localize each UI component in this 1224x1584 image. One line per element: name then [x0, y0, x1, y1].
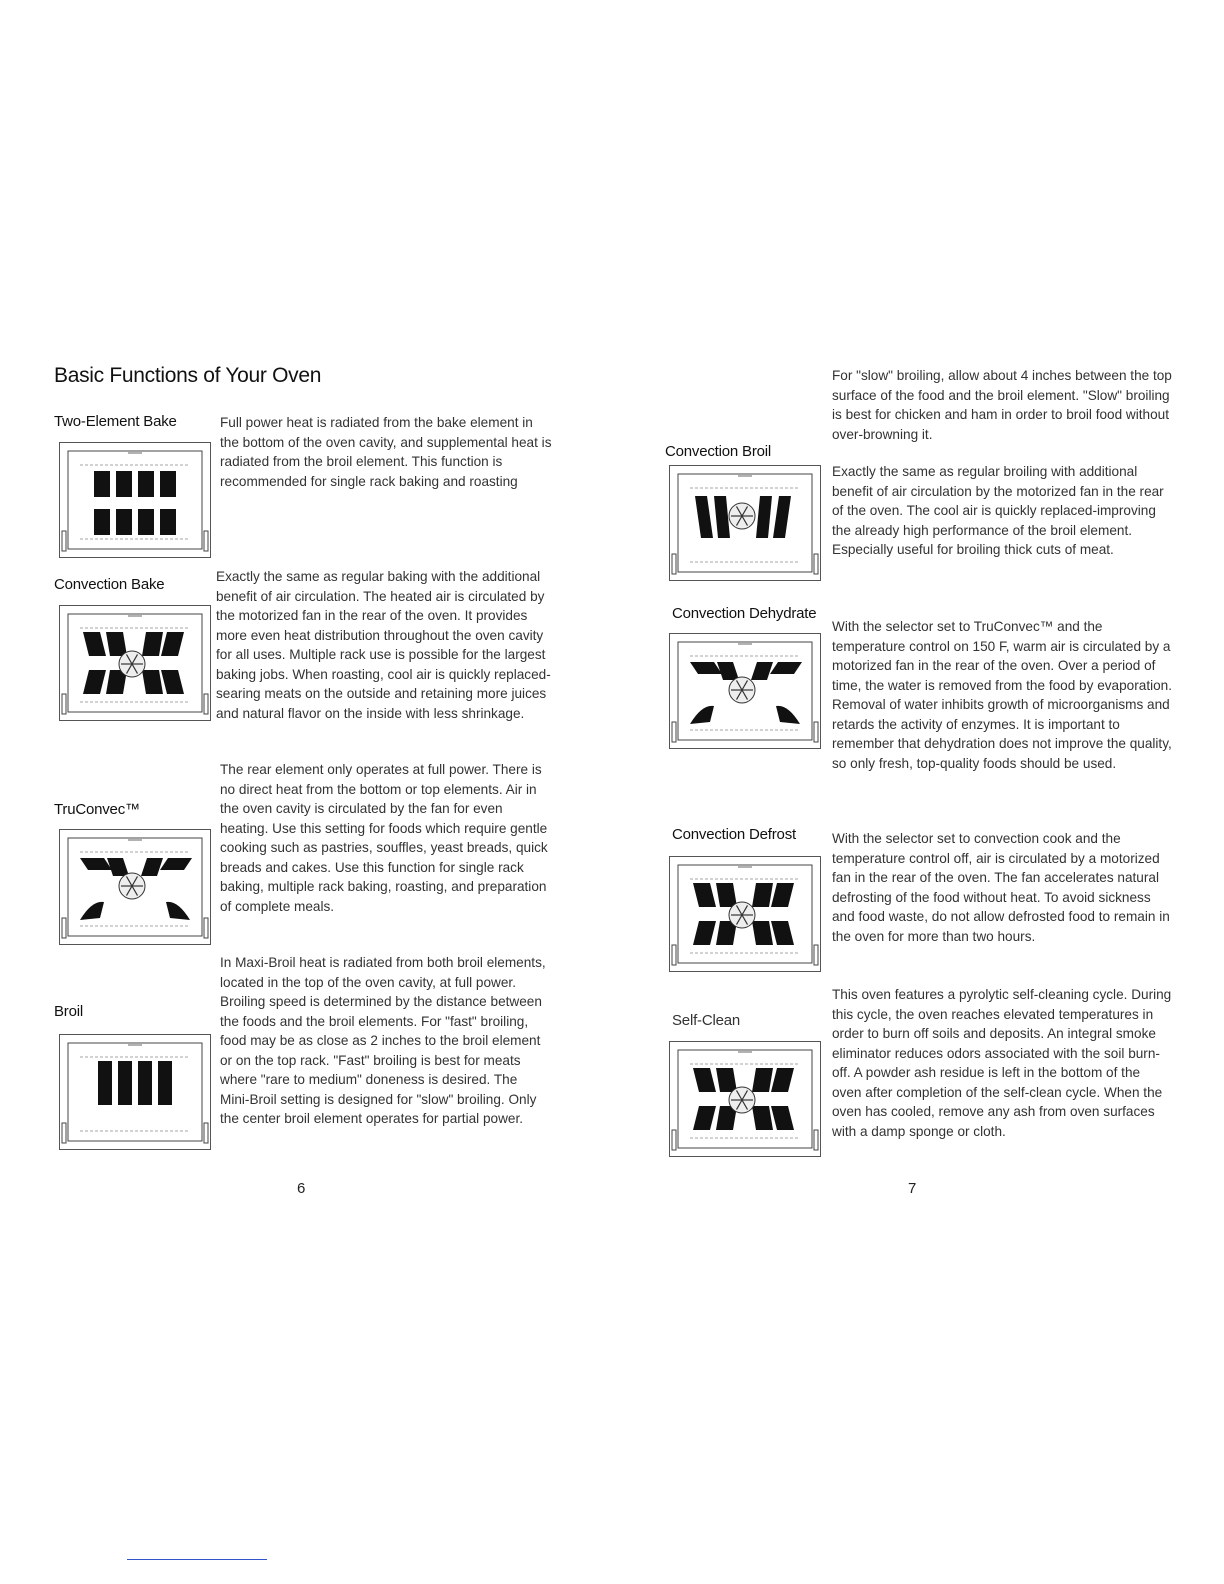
lower-heat-wave: [94, 509, 110, 535]
lower-left-air-flow: [80, 902, 104, 920]
footer-link-underline: [127, 1559, 267, 1560]
upper-heat-wave: [116, 471, 132, 497]
broil-heat-wave: [138, 1061, 152, 1105]
function-label-self-clean: Self-Clean: [672, 1012, 741, 1029]
upper-heat-wave: [160, 471, 176, 497]
lower-air-flow: [771, 1106, 794, 1130]
left-hinge: [672, 945, 676, 965]
upper-heat-wave: [138, 471, 154, 497]
upper-air-flow: [106, 632, 127, 656]
upper-air-flow: [716, 1068, 737, 1092]
convection-broil-intro-text: For "slow" broiling, allow about 4 inches between the top surface of the food and the broil element. "Slow" broiling is best for chicken and ham in order to broil food without over-browning it.: [832, 368, 1172, 442]
oven-cavity: [68, 1043, 202, 1141]
oven-diagram-svg: [670, 634, 820, 748]
lower-right-air-flow: [166, 902, 190, 920]
lower-air-flow: [752, 921, 773, 945]
left-hinge: [62, 531, 66, 551]
broil-heat-wave: [118, 1061, 132, 1105]
lower-air-flow: [752, 1106, 773, 1130]
page-number-left: 6: [297, 1180, 306, 1197]
diagram-convection-defrost: [669, 856, 821, 972]
oven-diagram-svg: [670, 857, 820, 971]
upper-air-flow: [83, 632, 106, 656]
oven-diagram-svg: [670, 1042, 820, 1156]
upper-air-flow: [752, 1068, 773, 1092]
left-hinge: [62, 694, 66, 714]
function-description-convection-dehydrate: With the selector set to TruConvec™ and the temperature control on 150 F, warm air is circulated by a motorized fan in the rear of the oven. Over a period of time, the water is removed from the food by evaporation. Removal of water inhibits growth of microorganisms and retards the activity of enzymes. It is important to remember that dehydration does not improve the quality, so only fresh, top-quality foods should be used.: [832, 619, 1173, 771]
upper-air-flow: [751, 662, 773, 680]
broil-heat-wave: [158, 1061, 172, 1105]
upper-air-flow: [161, 632, 184, 656]
upper-left-air-flow: [80, 858, 112, 870]
upper-air-flow: [693, 1068, 716, 1092]
lower-heat-wave: [116, 509, 132, 535]
lower-air-flow: [142, 670, 163, 694]
function-description-two-element-bake: Full power heat is radiated from the bake element in the bottom of the oven cavity, and supplemental heat is radiated from the broil element. This function is recommended for single rack baking and roasting: [220, 415, 552, 489]
upper-air-flow: [771, 883, 794, 907]
right-hinge: [204, 918, 208, 938]
oven-diagram-svg: [60, 443, 210, 557]
function-description-convection-broil: Exactly the same as regular broiling with additional benefit of air circulation by the motorized fan in the rear of the oven. The cool air is quickly replaced-improving the already high performance of the broil element. Especially useful for broiling thick cuts of meat.: [832, 464, 1164, 557]
upper-heat-wave: [94, 471, 110, 497]
right-hinge: [814, 554, 818, 574]
left-hinge: [62, 918, 66, 938]
broil-air-flow: [773, 496, 791, 538]
function-label-truconvec: TruConvec™: [54, 801, 140, 818]
page-title: Basic Functions of Your Oven: [54, 364, 322, 387]
function-description-broil: In Maxi-Broil heat is radiated from both broil elements, located in the top of the oven cavity, at full power. Broiling speed is determined by the distance between the foods and the broil elements. For "fast" broiling, food may be as close as 2 inches to the broil element or on the top rack. "Fast" broiling is best for meats where "rare to medium" doneness is desired. The Mini-Broil setting is designed for "slow" broiling. Only the center broil element operates for partial power.: [220, 955, 546, 1126]
upper-air-flow: [142, 632, 163, 656]
oven-diagram-svg: [60, 1035, 210, 1149]
diagram-self-clean: [669, 1041, 821, 1157]
diagram-broil: [59, 1034, 211, 1150]
oven-diagram-svg: [670, 466, 820, 580]
diagram-convection-bake: [59, 605, 211, 721]
page-number-right: 7: [908, 1180, 917, 1197]
function-label-two-element-bake: Two-Element Bake: [54, 413, 177, 430]
diagram-convection-dehydrate: [669, 633, 821, 749]
lower-air-flow: [161, 670, 184, 694]
upper-air-flow: [716, 883, 737, 907]
lower-air-flow: [83, 670, 106, 694]
lower-air-flow: [771, 921, 794, 945]
function-description-self-clean: This oven features a pyrolytic self-cleaning cycle. During this cycle, the oven reaches elevated temperatures in order to burn off soils and deposits. An integral smoke eliminator reduces odors associated with the soil burn-off. A powder ash residue is left in the bottom of the oven after completion of the self-clean cycle. When the oven has cooled, remove any ash from oven surfaces with a damp sponge or cloth.: [832, 987, 1172, 1139]
broil-air-flow: [714, 496, 730, 538]
left-hinge: [672, 1130, 676, 1150]
upper-right-air-flow: [770, 662, 802, 674]
function-label-convection-dehydrate: Convection Dehydrate: [672, 605, 817, 622]
upper-left-air-flow: [690, 662, 722, 674]
lower-air-flow: [693, 1106, 716, 1130]
upper-air-flow: [771, 1068, 794, 1092]
right-hinge: [814, 722, 818, 742]
right-hinge: [814, 1130, 818, 1150]
lower-right-air-flow: [776, 706, 800, 724]
function-label-convection-broil: Convection Broil: [665, 443, 772, 460]
right-hinge: [204, 531, 208, 551]
function-label-convection-defrost: Convection Defrost: [672, 826, 796, 843]
oven-cavity: [68, 451, 202, 549]
function-label-broil: Broil: [54, 1003, 84, 1020]
lower-heat-wave: [160, 509, 176, 535]
left-hinge: [62, 1123, 66, 1143]
upper-air-flow: [107, 858, 129, 876]
broil-heat-wave: [98, 1061, 112, 1105]
upper-air-flow: [141, 858, 163, 876]
function-description-truconvec: The rear element only operates at full power. There is no direct heat from the bottom or top elements. Air in the oven cavity is circulated by the fan for even heating. Use this setting for foods which require gentle cooking such as pastries, souffles, yeast breads, quick breads and cakes. Use this function for single rack baking, multiple rack baking, roasting, and preparation of complete meals.: [220, 762, 548, 914]
broil-air-flow: [756, 496, 772, 538]
diagram-truconvec: [59, 829, 211, 945]
left-hinge: [672, 722, 676, 742]
left-hinge: [672, 554, 676, 574]
diagram-two-element-bake: [59, 442, 211, 558]
right-hinge: [204, 694, 208, 714]
oven-diagram-svg: [60, 830, 210, 944]
lower-left-air-flow: [690, 706, 714, 724]
broil-air-flow: [695, 496, 713, 538]
function-label-convection-bake: Convection Bake: [54, 576, 165, 593]
lower-air-flow: [693, 921, 716, 945]
upper-air-flow: [752, 883, 773, 907]
right-hinge: [814, 945, 818, 965]
lower-heat-wave: [138, 509, 154, 535]
upper-right-air-flow: [160, 858, 192, 870]
upper-air-flow: [717, 662, 739, 680]
upper-air-flow: [693, 883, 716, 907]
right-hinge: [204, 1123, 208, 1143]
function-description-convection-defrost: With the selector set to convection cook and the temperature control off, air is circulated by a motorized fan in the rear of the oven. The fan accelerates natural defrosting of the food without heat. To avoid sickness and food waste, do not allow defrosted food to remain in the oven for more than two hours.: [832, 831, 1170, 944]
function-description-convection-bake: Exactly the same as regular baking with the additional benefit of air circulation. The heated air is circulated by the motorized fan in the rear of the oven. It provides more even heat distribution throughout the oven cavity for all uses. Multiple rack use is possible for the largest baking jobs. When roasting, cool air is quickly replaced-searing meats on the outside and retaining more juices and natural flavor on the inside with less shrinkage.: [216, 569, 551, 721]
oven-diagram-svg: [60, 606, 210, 720]
diagram-convection-broil: [669, 465, 821, 581]
